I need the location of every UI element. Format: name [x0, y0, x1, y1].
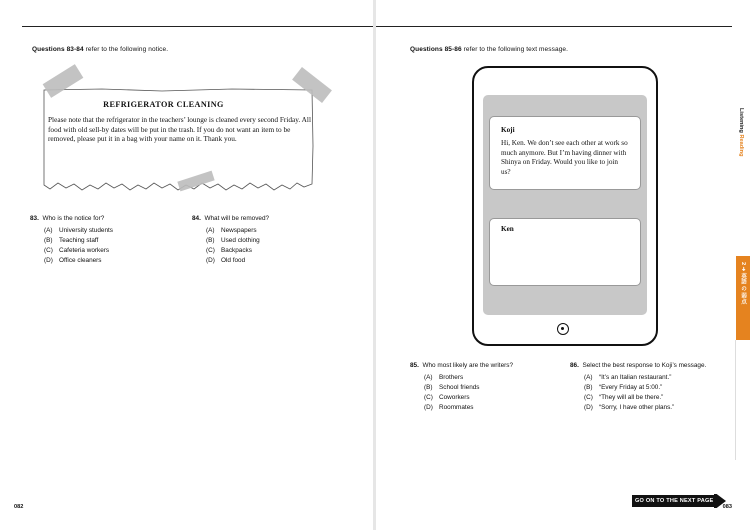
option-d[interactable]: (D) “Sorry, I have other plans.” [584, 404, 675, 411]
tab-edge [735, 340, 750, 460]
option-a[interactable]: (A) Brothers [424, 374, 464, 381]
section-tab-listening-reading[interactable]: Listening Reading [738, 108, 744, 157]
option-b[interactable]: (B) “Every Friday at 5:00.” [584, 384, 663, 391]
answer-options [584, 373, 706, 413]
notice-title: REFRIGERATOR CLEANING [103, 100, 224, 109]
next-page-button[interactable]: GO ON TO THE NEXT PAGE [632, 494, 726, 508]
option-b[interactable]: (B) Used clothing [206, 237, 260, 244]
message-sender: Koji [501, 126, 515, 134]
option-d[interactable]: (D) Old food [206, 257, 246, 264]
answer-options [44, 226, 113, 266]
option-c[interactable]: (C) Backpacks [206, 247, 252, 254]
option-a[interactable]: (A) University students [44, 227, 113, 234]
option-c[interactable]: (C) Cafeteria workers [44, 247, 110, 254]
option-a[interactable]: (A) “It’s an Italian restaurant.” [584, 374, 672, 381]
left-page [0, 0, 373, 530]
answer-options [206, 226, 269, 266]
message-bubble-koji [489, 116, 641, 190]
questions-83-84-heading: Questions 83-84 refer to the following notice. [32, 46, 169, 53]
question-86: 86. Select the best response to Koji’s message. (A) “It’s an Italian restaurant.” (B) “Every Friday at 5:00.” (C) “They will all be there.” (D) “Sorry, I have other plans.” [570, 362, 707, 411]
questions-85-86-heading: Questions 85-86 refer to the following text message. [410, 46, 569, 53]
question-84: 84. What will be removed? (A) Newspapers (B) Used clothing (C) Backpacks (D) Old food [192, 215, 270, 264]
option-b[interactable]: (B) Teaching staff [44, 237, 99, 244]
notice-body: Please note that the refrigerator in the teachers’ lounge is cleaned every second Friday. All food with old sell-by dates will be put in the trash. If you do not want an item to be removed, please put it in a bag with your name on it. Thank you. [48, 115, 311, 144]
phone-illustration [472, 66, 658, 346]
top-rule [376, 26, 732, 27]
message-bubble-ken [489, 218, 641, 286]
phone-screen [483, 95, 647, 315]
question-85: 85. Who most likely are the writers? (A) Brothers (B) School friends (C) Coworkers (D) Roommates [410, 362, 514, 411]
right-page [376, 0, 750, 530]
option-c[interactable]: (C) Coworkers [424, 394, 470, 401]
option-d[interactable]: (D) Office cleaners [44, 257, 102, 264]
option-c[interactable]: (C) “They will all be there.” [584, 394, 664, 401]
option-a[interactable]: (A) Newspapers [206, 227, 257, 234]
answer-options [424, 373, 513, 413]
top-rule [22, 26, 373, 27]
question-83: 83. Who is the notice for? (A) University students (B) Teaching staff (C) Cafeteria workers (D) Office cleaners [30, 215, 113, 264]
message-sender: Ken [501, 225, 514, 233]
message-text: Hi, Ken. We don’t see each other at work so much anymore. But I’m having dinner with Shinya on Friday. Would you like to join us? [501, 139, 628, 176]
option-b[interactable]: (B) School friends [424, 384, 480, 391]
part-tab[interactable]: 2 ➜ 英語 の 弱点 [736, 256, 750, 340]
option-d[interactable]: (D) Roommates [424, 404, 474, 411]
page-number: 082 [14, 504, 24, 510]
page-number: 083 [722, 504, 732, 510]
home-button-icon [557, 323, 569, 335]
